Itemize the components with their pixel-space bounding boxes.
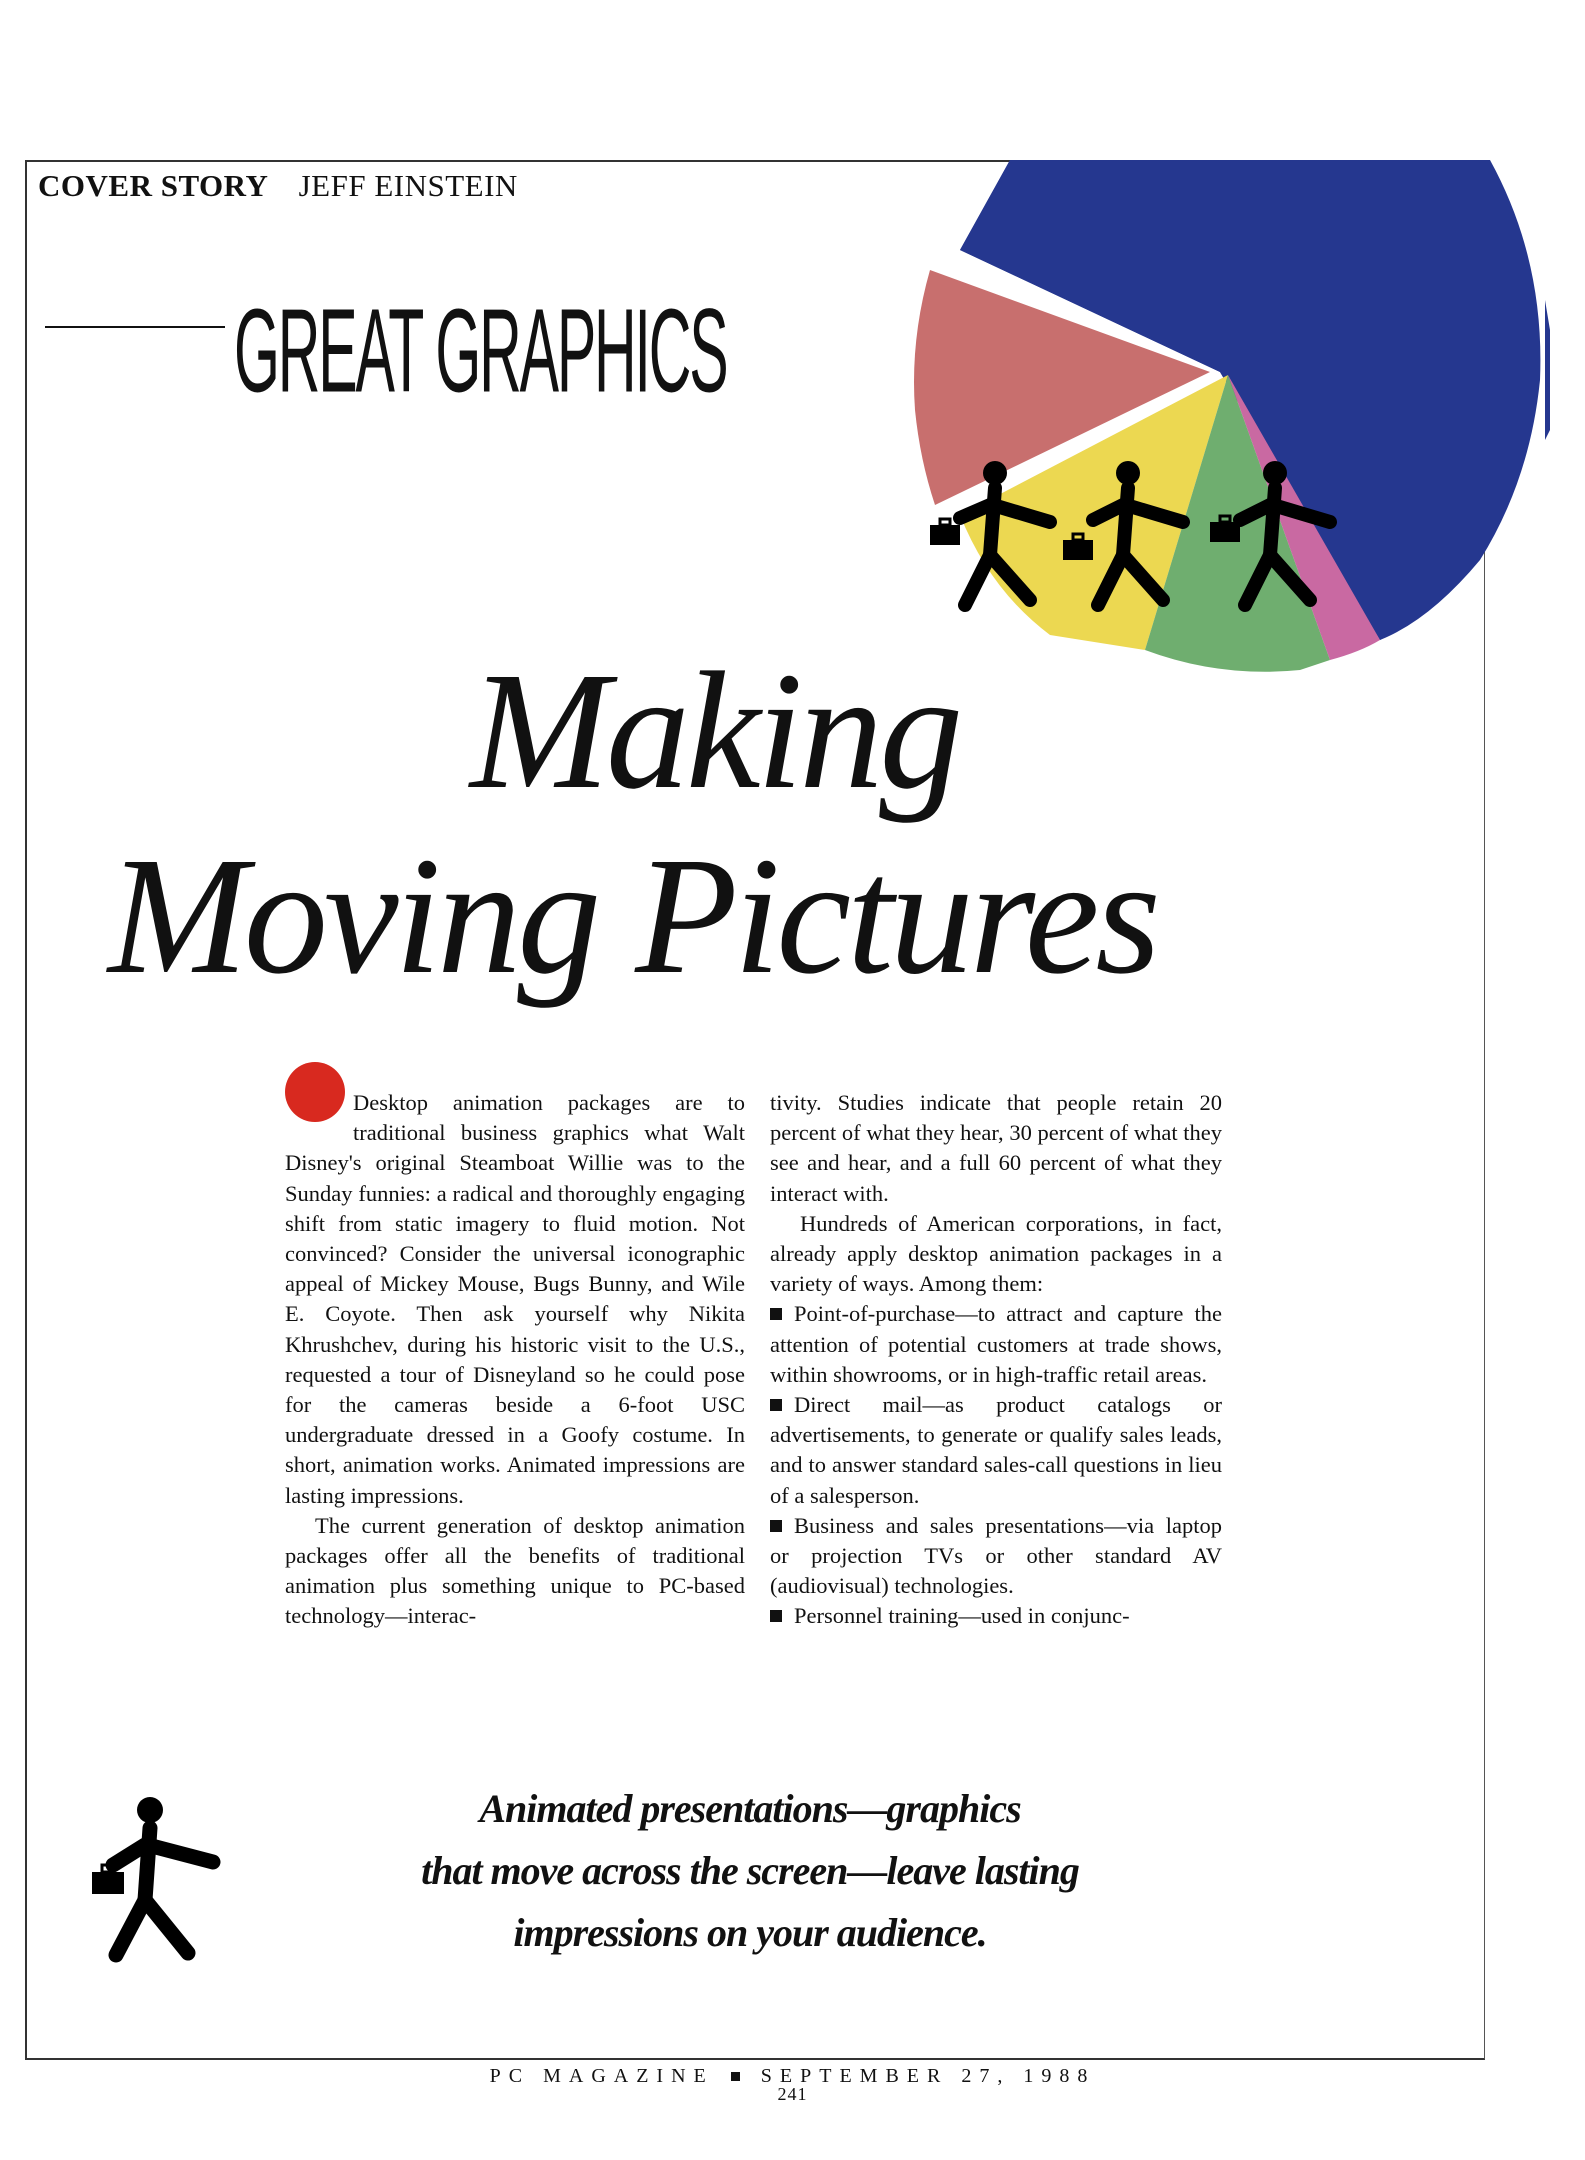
headline-line-1: Making [470, 638, 960, 824]
page-number: 241 [777, 2084, 808, 2104]
article-column-left [285, 1088, 745, 1632]
pull-quote-line-2: that move across the screen—leave lasting [421, 1848, 1079, 1893]
title-rule [45, 326, 225, 328]
paragraph: tivity. Studies indicate that people retain 20 percent of what they hear, 30 percent of what they see and hear, and a full 60 percent of what they interact with. [770, 1090, 1222, 1206]
bullet-square-icon [770, 1308, 782, 1320]
briefcase-icon [92, 1872, 124, 1894]
pull-quote-line-1: Animated presentations—graphics [479, 1786, 1021, 1831]
author-byline: JEFF EINSTEIN [298, 168, 518, 203]
footer-date: SEPTEMBER 27, 1988 [760, 2065, 1096, 2087]
bullet-square-icon [770, 1610, 782, 1622]
bullet-item: Business and sales presentations—via laptop or projection TVs or other standard AV (audiovisual) technologies. [770, 1512, 1222, 1599]
article-column-right [770, 1088, 1222, 1632]
paragraph: The current generation of desktop animation packages offer all the benefits of traditional animation plus something unique to PC-based technology—interac- [285, 1512, 745, 1629]
bullet-item: Personnel training—used in conjunc- [770, 1601, 1222, 1631]
page-border [25, 160, 1485, 2060]
bullet-square-icon [770, 1520, 782, 1532]
page-footer [0, 2065, 1585, 2105]
section-label: COVER STORY [38, 168, 269, 203]
walker-figure-solo [88, 1790, 228, 1970]
footer-publication: PC MAGAZINE [489, 2065, 714, 2087]
footer-separator-icon [731, 2072, 740, 2081]
header-kicker [38, 168, 518, 204]
pull-quote-line-3: impressions on your audience. [513, 1910, 987, 1955]
headline-line-2: Moving Pictures [108, 823, 1157, 1009]
pie-edge-mark [1545, 300, 1550, 440]
paragraph-lead [285, 1088, 745, 1511]
pull-quote [340, 1778, 1160, 1964]
bullet-item: Point-of-purchase—to attract and capture the attention of potential customers at trade shows, within showrooms, or in high-traffic retail areas. [770, 1301, 1222, 1387]
paragraph-lead-text: Desktop animation packages are to traditional business graphics what Walt Disney's original Steamboat Willie was to the Sunday funnies: a radical and thoroughly engaging shift from static imagery to fluid motion. Not convinced? Consider the universal iconographic appeal of Mickey Mouse, Bugs Bunny, and Wile E. Coyote. Then ask yourself why Nikita Khrushchev, during his historic visit to the U.S., requested a tour of Disneyland so he could pose for the cameras beside a 6-foot USC undergraduate dressed in a Goofy costume. In short, animation works. Animated impressions are lasting impressions. [285, 1090, 745, 1508]
drop-cap-dot [285, 1062, 345, 1122]
section-title: GREAT GRAPHICS [234, 285, 727, 418]
bullet-item: Direct mail—as product catalogs or advertisements, to generate or qualify sales leads, and to answer standard sales-call questions in lieu of a salesperson. [770, 1392, 1222, 1508]
bullet-square-icon [770, 1399, 782, 1411]
paragraph: Hundreds of American corporations, in fact, already apply desktop animation packages in a variety of ways. Among them: [770, 1210, 1222, 1297]
